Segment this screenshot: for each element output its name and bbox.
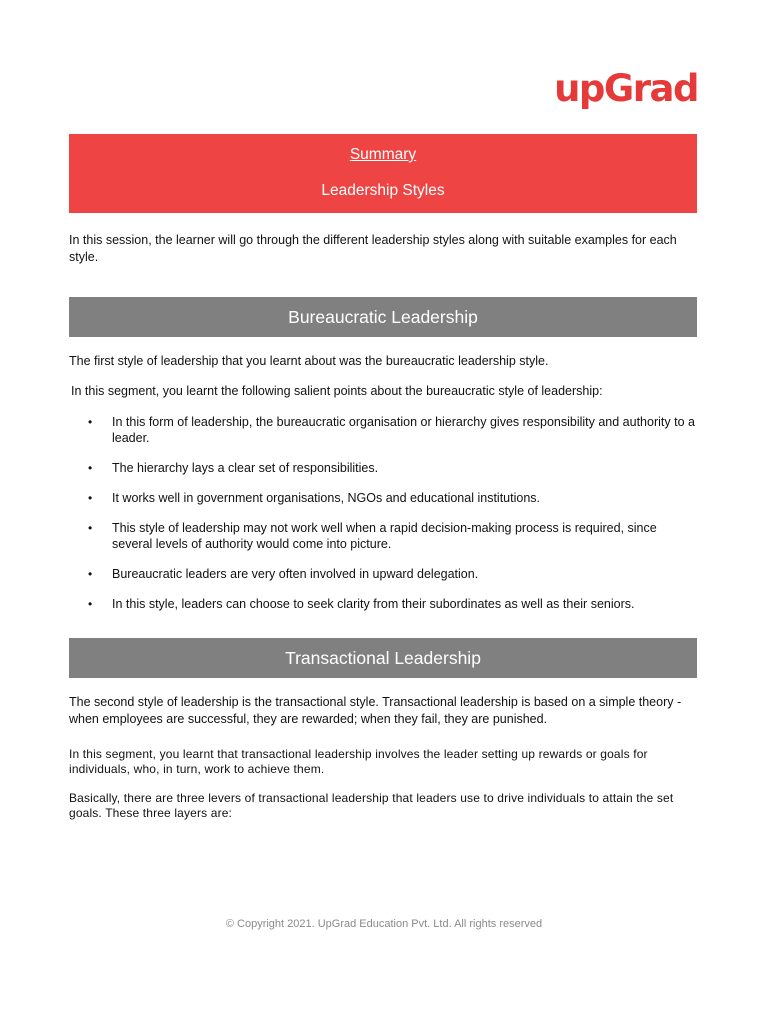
list-item: • The hierarchy lays a clear set of responsibilities.	[69, 460, 699, 476]
summary-header	[69, 134, 697, 213]
upgrad-logo: upGrad	[554, 67, 698, 110]
list-item: • Bureaucratic leaders are very often involved in upward delegation.	[69, 566, 699, 582]
bureaucratic-paragraph-1: The first style of leadership that you learnt about was the bureaucratic leadership style.	[69, 354, 549, 368]
summary-title: Summary	[349, 146, 417, 163]
list-item: • It works well in government organisations, NGOs and educational institutions.	[69, 490, 699, 506]
intro-paragraph: In this session, the learner will go through the different leadership styles along with suitable examples for each style.	[69, 233, 677, 264]
list-item: • In this style, leaders can choose to seek clarity from their subordinates as well as their seniors.	[69, 596, 699, 612]
bureaucratic-paragraph-2: In this segment, you learnt the following salient points about the bureaucratic style of leadership:	[71, 384, 603, 398]
copyright-footer: © Copyright 2021. UpGrad Education Pvt. Ltd. All rights reserved	[225, 918, 543, 930]
section-heading-bureaucratic: Bureaucratic Leadership	[69, 297, 697, 337]
transactional-paragraph-3: Basically, there are three levers of transactional leadership that leaders use to drive individuals to attain the set goals. These three layers are:	[69, 791, 674, 820]
list-item: • This style of leadership may not work well when a rapid decision-making process is required, since several levels of authority would come into picture.	[69, 520, 699, 552]
bureaucratic-bullet-list	[69, 414, 699, 626]
transactional-paragraph-1: The second style of leadership is the transactional style. Transactional leadership is based on a simple theory - when employees are successful, they are rewarded; when they fail, they are punished.	[69, 695, 682, 726]
list-item: • In this form of leadership, the bureaucratic organisation or hierarchy gives responsibility and authority to a leader.	[69, 414, 699, 446]
transactional-paragraph-2: In this segment, you learnt that transactional leadership involves the leader setting up rewards or goals for individuals, who, in turn, work to achieve them.	[69, 747, 648, 776]
summary-subtitle: Leadership Styles	[321, 182, 445, 199]
section-heading-transactional: Transactional Leadership	[69, 638, 697, 678]
